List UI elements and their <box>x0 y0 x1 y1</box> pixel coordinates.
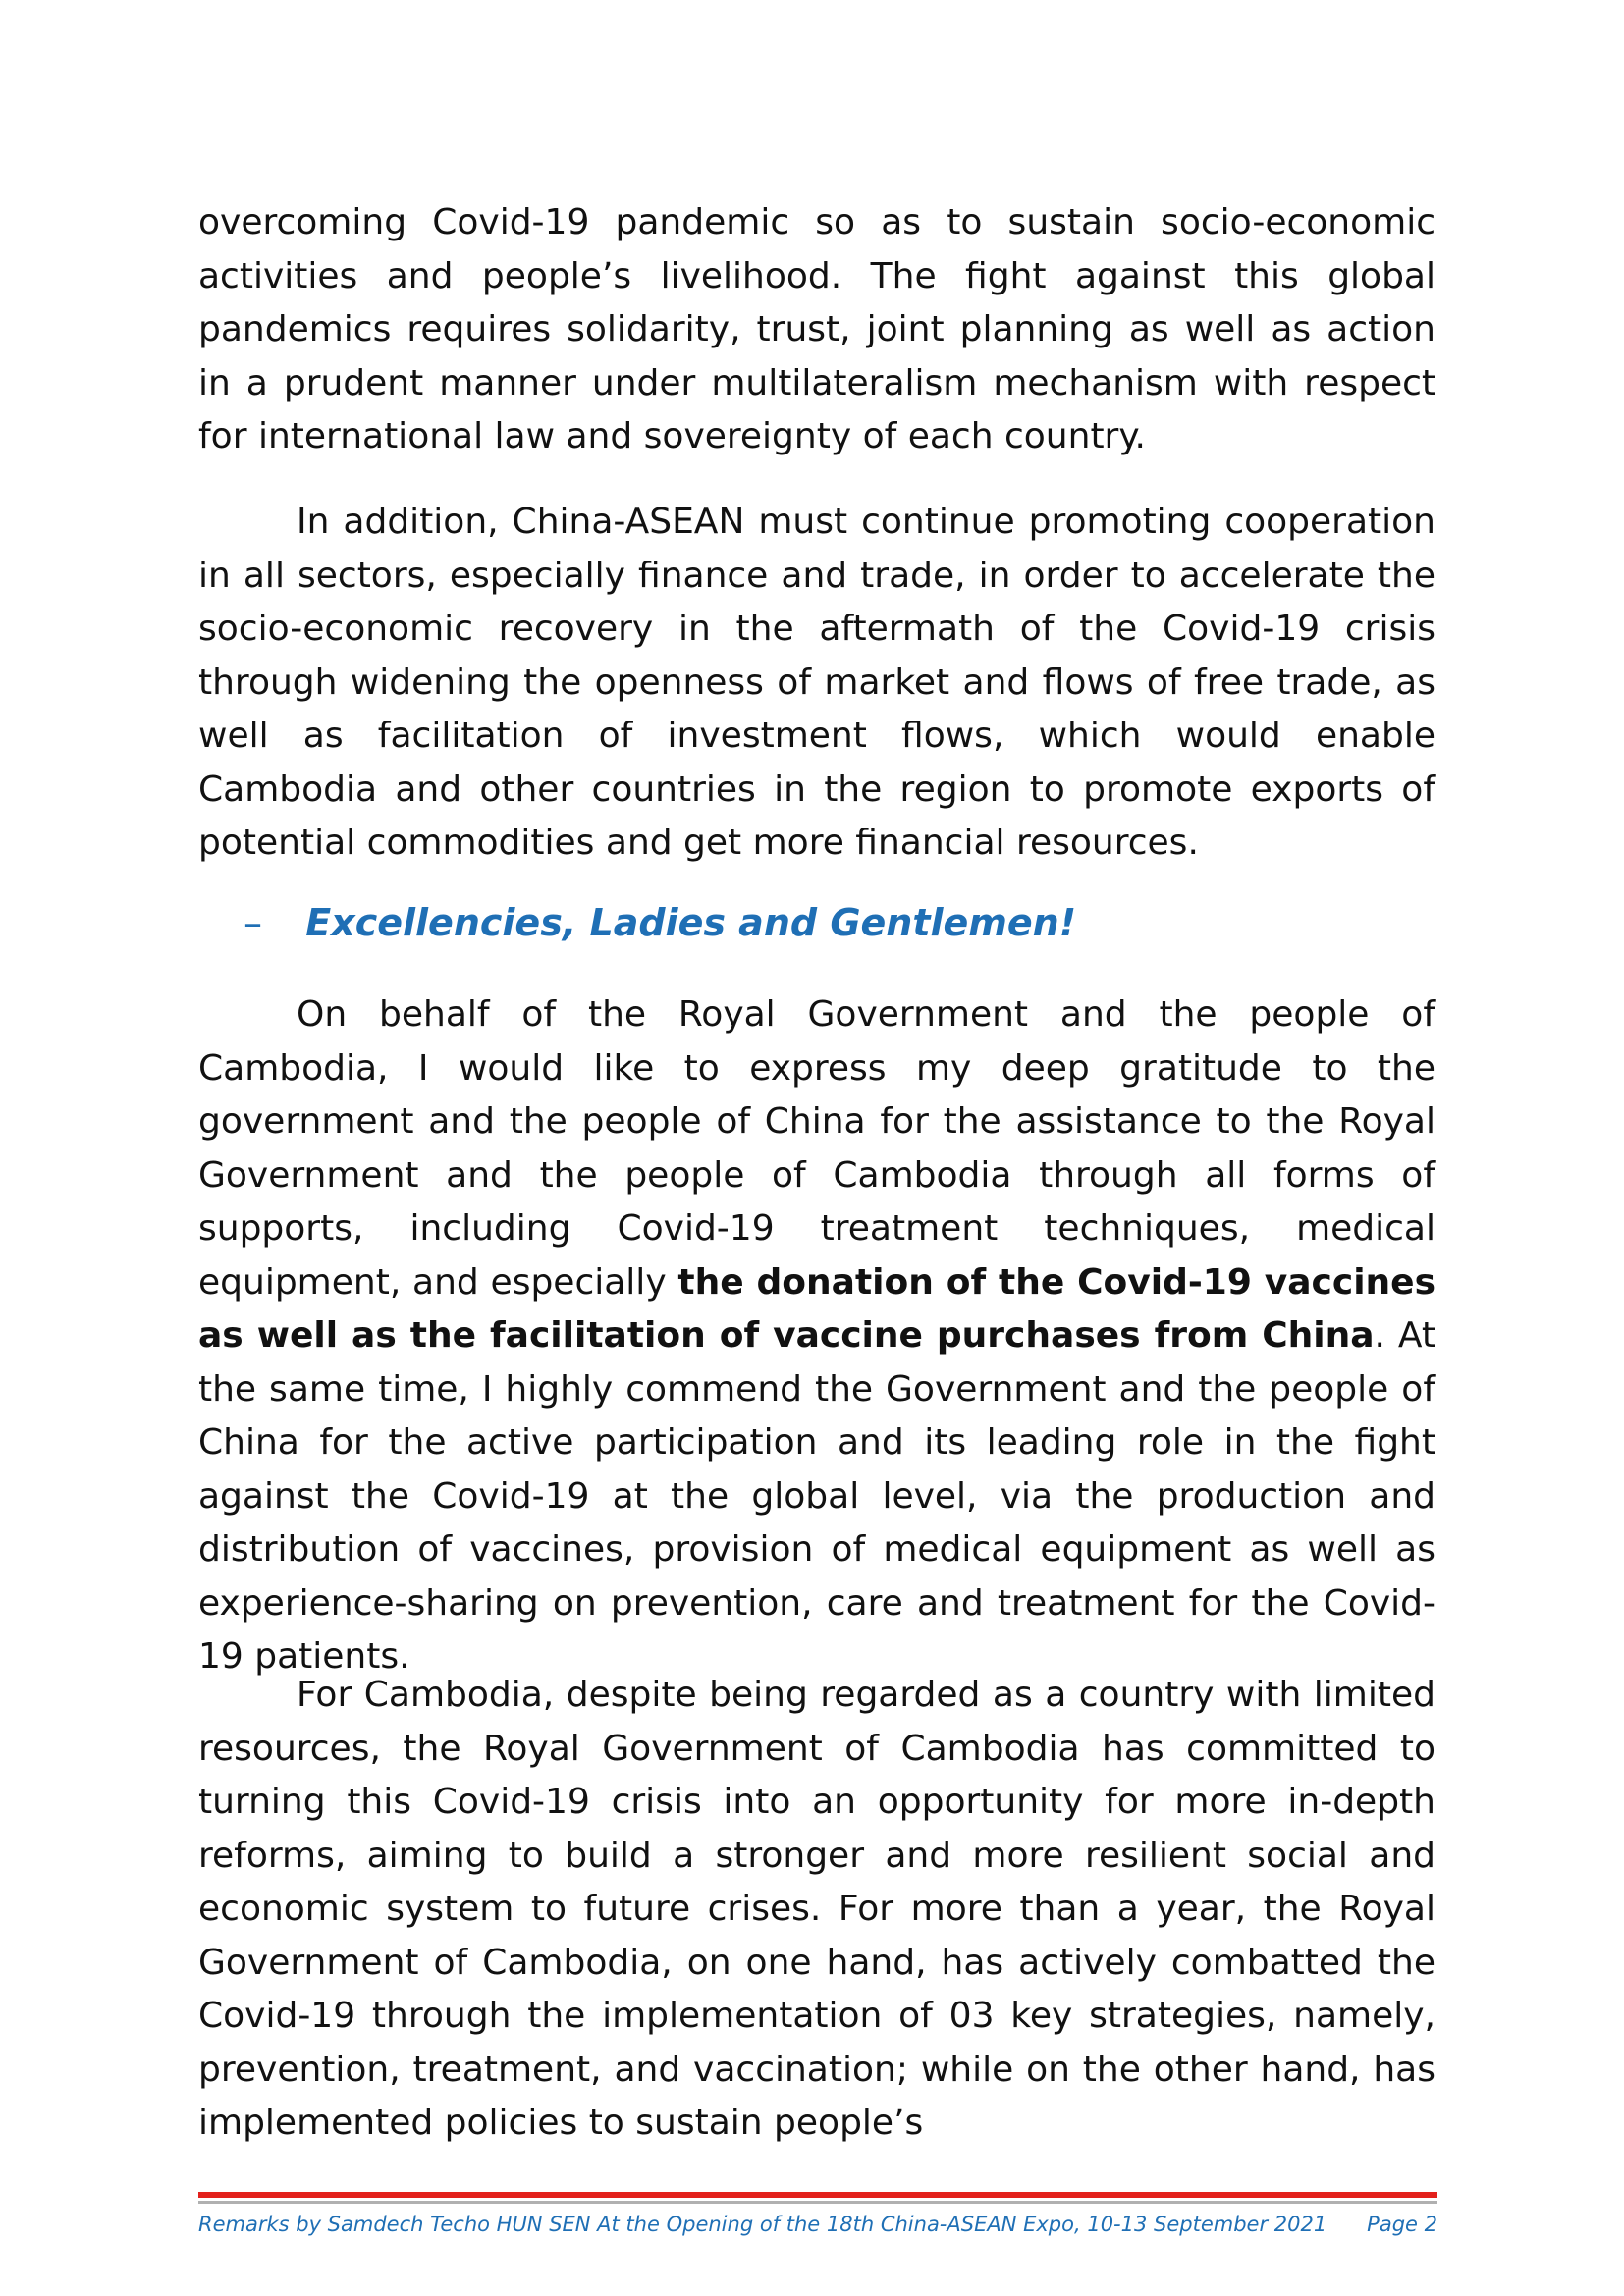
footer-title: Remarks by Samdech Techo HUN SEN At the Opening of the 18th China-ASEAN Expo, 10-13 September 2021 <box>198 2213 1327 2236</box>
paragraph-2 <box>198 496 1435 871</box>
heading-bullet: – <box>244 901 262 944</box>
footer-page-number: Page 2 <box>1367 2213 1437 2236</box>
paragraph-1 <box>198 196 1435 464</box>
paragraph-3-part-1: On behalf of the Royal Government and the people of Cambodia, I would like to express my deep gratitude to the government and the people of China for the assistance to the Royal Government and the people of Cambodia through all forms of supports, including Covid-19 treatment techniques, medical equipment, and especially <box>198 994 1435 1303</box>
paragraph-3-part-2: . At the same time, I highly commend the Government and the people of China for the active participation and its leading role in the fight against the Covid-19 at the global level, via the production and distribution of vaccines, provision of medical equipment as well as experience-sharing on prevention, care and treatment for the Covid-19 patients. <box>198 1315 1435 1677</box>
paragraph-3-text <box>198 988 1435 1684</box>
heading-text: Excellencies, Ladies and Gentlemen! <box>305 901 1077 944</box>
section-heading <box>244 901 1076 944</box>
paragraph-3 <box>198 988 1435 1684</box>
paragraph-2-text: In addition, China-ASEAN must continue promoting cooperation in all sectors, especially finance and trade, in order to accelerate the socio-economic recovery in the aftermath of the Covid-19 crisis through widening the openness of market and flows of free trade, as well as facilitation of investment flows, which would enable Cambodia and other countries in the region to promote exports of potential commodities and get more financial resources. <box>198 502 1435 863</box>
paragraph-4-text: For Cambodia, despite being regarded as a country with limited resources, the Royal Government of Cambodia has committed to turning this Covid-19 crisis into an opportunity for more in-depth reforms, aiming to build a stronger and more resilient social and economic system to future crises. For more than a year, the Royal Government of Cambodia, on one hand, has actively combatted the Covid-19 through the implementation of 03 key strategies, namely, prevention, treatment, and vaccination; while on the other hand, has implemented policies to sustain people’s <box>198 1675 1435 2143</box>
footer-rule-gray <box>198 2201 1437 2204</box>
page-footer <box>198 2213 1437 2236</box>
paragraph-4 <box>198 1669 1435 2151</box>
paragraph-3-bold-phrase: the donation of the Covid-19 vaccines as well as the facilitation of vaccine purchases from China <box>198 1261 1436 1356</box>
paragraph-1-text: overcoming Covid-19 pandemic so as to sustain socio-economic activities and people’s livelihood. The fight against this global pandemics requires solidarity, trust, joint planning as well as action in a prudent manner under multilateralism mechanism with respect for international law and sovereignty of each country. <box>198 202 1435 456</box>
footer-rule-red <box>198 2192 1437 2198</box>
